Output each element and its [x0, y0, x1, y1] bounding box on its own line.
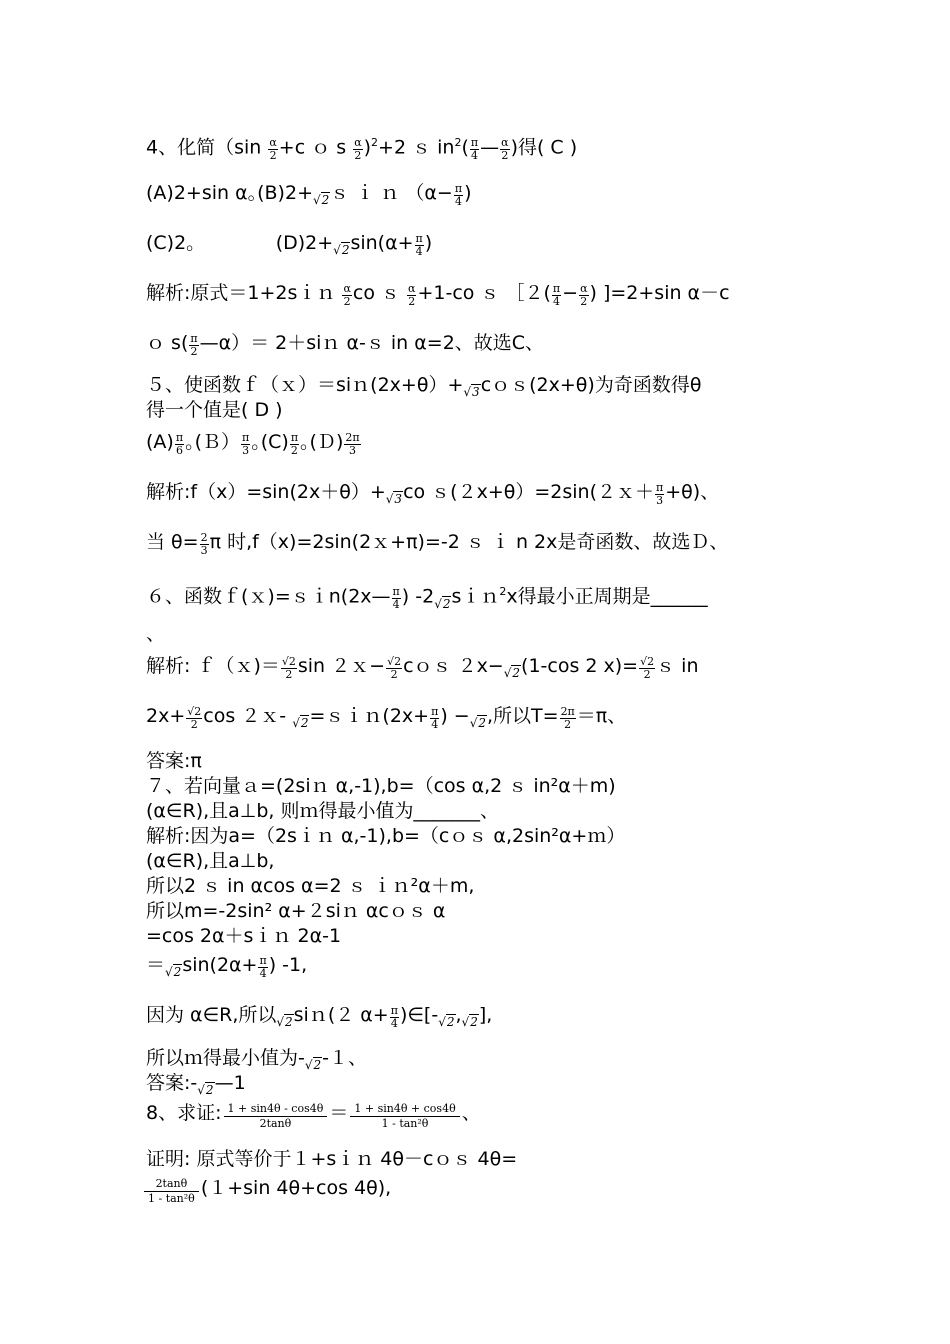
text: —α）＝ 2＋siｎ α-ｓ in α=2、故选C、 [199, 332, 545, 354]
text: ｓ ｉ ｎ （α− [330, 182, 453, 204]
q4-options-ab [146, 181, 472, 212]
text: 所以ｍ得最小值为- [146, 1047, 305, 1069]
text: 8、求证: [146, 1102, 222, 1124]
text: -１、 [322, 1047, 368, 1069]
q5-title-cont: 得一个值是( D ) [146, 399, 283, 421]
text: (C)2｡ [146, 232, 196, 254]
q6-solution-2 [146, 704, 626, 735]
text: 解析:f（x）=sin(2x＋θ）+ [146, 481, 386, 503]
text: co ｓ [352, 282, 407, 304]
sqrt: √2 [461, 1015, 478, 1030]
q6-title-cont: 、 [146, 623, 166, 645]
q7-line-4: (α∈R),且a⊥b, [146, 850, 275, 872]
text: 、 [461, 1102, 481, 1124]
fraction: $\frac{√2}{2}$ [187, 705, 202, 732]
exponent: 2 [371, 136, 379, 149]
text: +1-co ｓ ［２( [417, 282, 551, 304]
q8-proof-1: 证明: 原式等价于１+sｉｎ 4θ－cｏｓ 4θ= [146, 1148, 518, 1170]
q4-title [146, 131, 577, 162]
q7-answer [146, 1071, 246, 1102]
text: 4、化简（sin [146, 136, 268, 159]
fraction: $\frac{2\tan\theta}{\text{1 - tan²θ}}$ [144, 1177, 199, 1206]
text: ) ]=2+sin α－c [589, 282, 730, 304]
q7-line-9 [146, 1003, 492, 1034]
text: ｡(Ｂ） [185, 431, 240, 453]
sqrt: √2 [197, 1083, 214, 1098]
q7-line-3: 解析:因为a=（2sｉｎ α,-1),b=（cｏｓ α,2sin²α+ｍ） [146, 825, 626, 847]
text: sin(α+ [350, 232, 414, 254]
fraction: $\frac{1 + \sin 4\theta - \cos 4\theta}{2\tan\theta}$ [224, 1102, 328, 1131]
text: (D)2+ [275, 232, 334, 254]
text: ＝π、 [576, 705, 627, 727]
q7-line-5: 所以2 ｓ in αcos α=2 ｓ ｉｎ²α＋m, [146, 875, 475, 897]
sqrt: √2 [333, 243, 350, 258]
text: ) [424, 232, 433, 254]
text: sｉｎ [451, 585, 500, 608]
text: ＝ [146, 954, 166, 976]
text: 因为 α∈R,所以 [146, 1004, 277, 1026]
sqrt: √2 [312, 193, 330, 208]
text: ｏ s( [146, 332, 189, 354]
fraction: $\frac{\pi}{4}$ [392, 585, 400, 612]
exponent: 2 [454, 136, 462, 149]
fraction: $\frac{\pi}{4}$ [390, 1004, 398, 1031]
q6-answer: 答案:π [146, 750, 202, 772]
q4-solution-2 [146, 331, 544, 358]
q8-title [146, 1101, 481, 1131]
fraction: $\frac{√2}{2}$ [387, 655, 402, 682]
text: 解析:原式＝1+2sｉｎ [146, 282, 342, 304]
fraction: $\frac{\alpha}{2}$ [580, 282, 588, 309]
text: ｡(C) [251, 431, 289, 453]
text: sin(2α+ [182, 954, 258, 976]
q7-line-7: =cos 2α＋sｉｎ 2α-1 [146, 925, 342, 947]
exponent: 2 [499, 585, 507, 598]
text: − [562, 282, 579, 304]
sqrt: √3 [463, 385, 480, 400]
q4-options-cd [146, 231, 432, 262]
fraction: $\frac{√2}{2}$ [281, 655, 296, 682]
sqrt: √2 [503, 666, 521, 681]
text: ) -1, [268, 954, 308, 976]
fraction: $\frac{\alpha}{2}$ [269, 136, 277, 163]
q5-solution-1 [146, 480, 719, 511]
text: ( [461, 136, 469, 159]
text: cｏｓ ２x− [403, 655, 504, 677]
fraction: $\frac{\alpha}{2}$ [408, 282, 416, 309]
fraction: $\frac{\pi}{4}$ [470, 136, 479, 163]
text: 2x+ [146, 705, 186, 727]
q5-options [146, 430, 362, 457]
text: )得( C ) [510, 136, 578, 159]
text: x得最小正周期是______ [506, 585, 708, 608]
fraction: $\frac{\pi}{4}$ [259, 954, 267, 981]
text: — [480, 136, 500, 159]
q7-line-2: (α∈R),且a⊥b, 则ｍ得最小值为_______、 [146, 800, 499, 822]
fraction: $\frac{\pi}{4}$ [552, 282, 561, 309]
sqrt: √2 [434, 596, 451, 611]
fraction: $\frac{2\pi}{3}$ [345, 431, 360, 458]
text: ｡(Ｄ) [300, 431, 344, 453]
sqrt: √3 [385, 492, 403, 507]
text: 解析: ｆ（ｘ)＝ [146, 655, 280, 677]
fraction: $\frac{√2}{2}$ [640, 655, 655, 682]
fraction: $\frac{\pi}{4}$ [415, 232, 423, 259]
sqrt: √2 [165, 965, 182, 980]
text: —1 [214, 1072, 246, 1094]
fraction: $\frac{\pi}{3}$ [656, 481, 664, 508]
text: , [455, 1004, 462, 1026]
text: +2 ｓ in [378, 136, 455, 159]
fraction: $\frac{\pi}{2}$ [290, 431, 299, 458]
text: ５、使函数ｆ（ｘ）＝siｎ(2x+θ）+ [146, 374, 464, 396]
text: co ｓ(２x+θ）=2sin(２ｘ＋ [403, 481, 655, 503]
text: (1-cos 2 x)= [521, 655, 639, 677]
text: ], [478, 1004, 493, 1026]
sqrt: √2 [469, 716, 486, 731]
q4-solution-1 [146, 281, 730, 308]
text: π 时,f（x)=2sin(2ｘ+π)=-2 ｓ ｉ n 2x是奇函数、故选Ｄ、 [209, 531, 729, 553]
q7-line-6: 所以m=-2sin² α+２siｎ αcｏｓ α [146, 900, 446, 922]
q8-proof-2 [142, 1176, 391, 1206]
text: ) − [440, 705, 470, 727]
text: sin ２ｘ− [297, 655, 386, 677]
text: ) -2 [401, 585, 435, 608]
text: (１+sin 4θ+cos 4θ), [200, 1177, 392, 1199]
fraction: $\frac{2}{3}$ [200, 531, 208, 558]
text: (A) [146, 431, 174, 453]
text: ,所以T= [486, 705, 559, 727]
text: cｏｓ(2x+θ)为奇函数得θ [480, 374, 702, 396]
q7-line-8 [146, 953, 307, 984]
fraction: $\frac{2\pi}{2}$ [560, 705, 575, 732]
sqrt: √2 [304, 1058, 322, 1073]
fraction: $\frac{\alpha}{2}$ [354, 136, 362, 163]
text: ) [464, 182, 472, 204]
text: +θ)、 [665, 481, 720, 503]
text: (A)2+sin α｡(B)2+ [146, 182, 313, 204]
q6-title [146, 580, 708, 616]
fraction: $\frac{\alpha}{2}$ [501, 136, 509, 163]
fraction: $\frac{\pi}{4}$ [431, 705, 439, 732]
text: ＝ [329, 1102, 349, 1124]
fraction: $\frac{1 + \sin 4\theta + \cos 4\theta}{\text{1 - tan²θ}}$ [350, 1102, 459, 1131]
sqrt: √2 [292, 716, 309, 731]
text: =ｓｉｎ(2x+ [309, 705, 430, 727]
text: ６、函数ｆ(ｘ)=ｓｉn(2x— [146, 585, 391, 608]
text: 答案:- [146, 1072, 198, 1094]
fraction: $\frac{\pi}{4}$ [454, 182, 463, 209]
sqrt: √2 [438, 1015, 455, 1030]
text: siｎ(２ α+ [293, 1004, 389, 1026]
q5-solution-2 [146, 530, 728, 557]
text: 当 θ= [146, 531, 199, 553]
text: )∈[- [399, 1004, 439, 1026]
text: ) [363, 136, 372, 159]
fraction: $\frac{\pi}{6}$ [175, 431, 184, 458]
text: ｓ in [656, 655, 699, 677]
sqrt: √2 [276, 1015, 293, 1030]
text: +c ｏ s [278, 136, 353, 159]
q6-solution-1 [146, 654, 699, 685]
q7-line-1: ７、若向量ａ=(2siｎ α,-1),b=（cos α,2 ｓ in²α＋m) [146, 775, 616, 797]
fraction: $\frac{\pi}{2}$ [190, 332, 198, 359]
fraction: $\frac{\alpha}{2}$ [343, 282, 351, 309]
fraction: $\frac{\pi}{3}$ [241, 431, 250, 458]
text: cos ２ｘ- [203, 705, 293, 727]
